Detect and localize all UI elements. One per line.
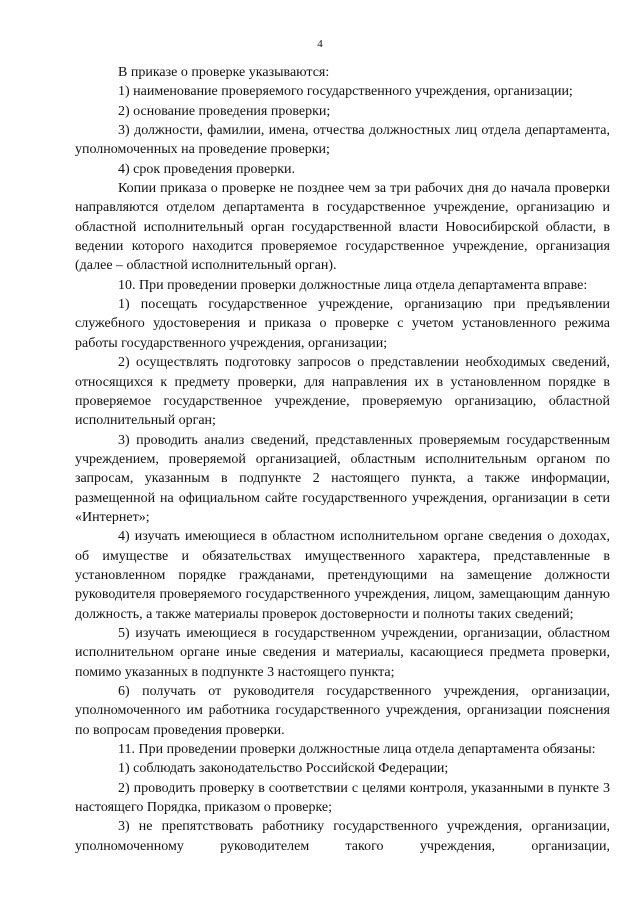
- document-body: [75, 63, 610, 856]
- paragraph: 3) должности, фамилии, имена, отчества должностных лиц отдела департамента, уполномоченных на проведение проверки;: [75, 123, 610, 158]
- paragraph: 1) наименование проверяемого государственного учреждения, организации;: [118, 84, 573, 100]
- page-number: 4: [317, 38, 323, 50]
- paragraph: 1) посещать государственное учреждение, организацию при предъявлении служебного удостоверения и приказа о проверке с учетом установленного режима работы государственного учреждения, организации;: [75, 297, 610, 351]
- paragraph: 2) осуществлять подготовку запросов о представлении необходимых сведений, относящихся к предмету проверки, для направления их в установленном порядке в проверяемое государственное учреждение, проверяемую организацию, областной исполнительный орган;: [75, 355, 610, 429]
- paragraph: В приказе о проверке указываются:: [118, 65, 330, 80]
- paragraph: 4) срок проведения проверки.: [118, 161, 296, 177]
- paragraph: 3) проводить анализ сведений, представленных проверяемым государственным учреждением, проверяемой организацией, областным исполнительным органом по запросам, указанным в подпункте 2 настоящего пункта, а также информации, размещенной на официальном сайте государственного учреждения, организации в сети «Интернет»;: [75, 432, 610, 525]
- paragraph: Копии приказа о проверке не позднее чем за три рабочих дня до начала проверки направляются отделом департамента в государственное учреждение, организацию и областной исполнительный орган государственной власти Новосибирской области, в ведении которого находится проверяемое государственное учреждение, организация (далее – областной исполнительный орган).: [75, 181, 610, 274]
- paragraph: 6) получать от руководителя государственного учреждения, организации, уполномоченного им работника государственного учреждения, организации пояснения по вопросам проведения проверки.: [75, 684, 610, 738]
- paragraph: 10. При проведении проверки должностные лица отдела департамента вправе:: [118, 277, 588, 293]
- paragraph: 4) изучать имеющиеся в областном исполнительном органе сведения о доходах, об имуществе и обязательствах имущественного характера, представленные в установленном порядке гражданами, претендующими на замещение должности руководителя проверяемого государственного учреждения, лицом, замещающим данную должность, а также материалы проверок достоверности и полноты таких сведений;: [75, 529, 610, 622]
- paragraph: 1) соблюдать законодательство Российской Федерации;: [118, 761, 449, 777]
- paragraph: 3) не препятствовать работнику государственного учреждения, организации, уполномоченному руководителем такого учреждения, организации,: [75, 819, 610, 854]
- paragraph: 2) основание проведения проверки;: [118, 103, 331, 119]
- paragraph: 2) проводить проверку в соответствии с целями контроля, указанными в пункте 3 настоящего Порядка, приказом о проверке;: [75, 780, 610, 816]
- paragraph: 5) изучать имеющиеся в государственном учреждении, организации, областном исполнительном органе иные сведения и материалы, касающиеся предмета проверки, помимо указанных в подпункте 3 настоящего пункта;: [75, 625, 610, 680]
- paragraph: 11. При проведении проверки должностные лица отдела департамента обязаны:: [118, 742, 596, 758]
